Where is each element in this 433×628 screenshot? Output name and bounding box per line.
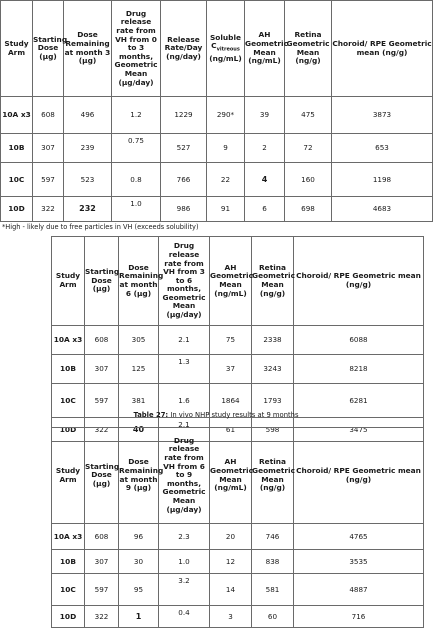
cell-arm: 10D [1, 197, 33, 222]
cell-release-rate-day: 1229 [161, 97, 207, 134]
table-row [52, 524, 424, 550]
cell-arm: 10B [52, 355, 85, 384]
header-release-rate-day: Release Rate/Day (ng/day) [161, 1, 207, 97]
table-row [52, 574, 424, 606]
cell-choroid: 716 [294, 606, 424, 628]
table-row [52, 606, 424, 628]
cell-soluble: 290* [207, 97, 245, 134]
cell-arm: 10A x3 [52, 524, 85, 550]
cell-dose: 307 [33, 134, 64, 163]
cell-choroid: 3535 [294, 550, 424, 574]
cell-choroid: 6088 [294, 326, 424, 355]
cell-choroid: 3873 [332, 97, 433, 134]
cell-remaining: 125 [119, 355, 159, 384]
cell-ah: 12 [210, 550, 252, 574]
cell-remaining: 30 [119, 550, 159, 574]
header-starting-dose: Starting Dose (µg) [33, 1, 64, 97]
cell-ah: 75 [210, 326, 252, 355]
cell-ah: 4 [245, 163, 285, 197]
cell-dose: 608 [33, 97, 64, 134]
header-study-arm: Study Arm [52, 428, 85, 524]
cell-release-rate-day: 766 [161, 163, 207, 197]
cell-remaining: 96 [119, 524, 159, 550]
table-row [1, 97, 433, 134]
table-caption [0, 411, 432, 419]
header-study-arm: Study Arm [52, 237, 85, 326]
header-choroid-geomean: Choroid/ RPE Geometric mean (ng/g) [294, 428, 424, 524]
cell-dose: 307 [85, 550, 119, 574]
cell-dose: 322 [85, 606, 119, 628]
cell-retina: 160 [285, 163, 332, 197]
cell-remaining: 496 [64, 97, 112, 134]
cell-retina: 3243 [252, 355, 294, 384]
cell-arm: 10C [52, 384, 85, 418]
cell-rate: 0.4 [159, 606, 210, 628]
header-dose-remaining: Dose Remaining at month 6 (µg) [119, 237, 159, 326]
cell-arm: 10A x3 [1, 97, 33, 134]
cell-remaining: 381 [119, 384, 159, 418]
cell-retina: 581 [252, 574, 294, 606]
cell-ah: 39 [245, 97, 285, 134]
cell-rate: 1.0 [112, 197, 161, 222]
header-retina-geomean: Retina Geometric Mean (ng/g) [252, 428, 294, 524]
cell-remaining: 95 [119, 574, 159, 606]
cell-remaining: 239 [64, 134, 112, 163]
cell-rate: 1.3 [159, 355, 210, 384]
cell-choroid: 1198 [332, 163, 433, 197]
cell-ah: 37 [210, 355, 252, 384]
caption-label: Table 27: [133, 411, 169, 419]
cell-rate: 0.8 [112, 163, 161, 197]
table-footnote: *High - likely due to free particles in VH (exceeds solubility) [2, 223, 199, 231]
cell-arm: 10D [52, 606, 85, 628]
header-starting-dose: Starting Dose (µg) [85, 237, 119, 326]
header-dose-remaining: Dose Remaining at month 3 (µg) [64, 1, 112, 97]
header-choroid-geomean: Choroid/ RPE Geometric mean (ng/g) [332, 1, 433, 97]
header-study-arm: Study Arm [1, 1, 33, 97]
cell-ah: 3 [210, 606, 252, 628]
cell-choroid: 653 [332, 134, 433, 163]
header-retina-geomean: Retina Geometric Mean (ng/g) [252, 237, 294, 326]
cell-remaining: 523 [64, 163, 112, 197]
header-release-rate-geomean: Drug release rate from VH from 6 to 9 months, Geometric Mean (µg/day) [159, 428, 210, 524]
cell-remaining: 232 [64, 197, 112, 222]
cell-release-rate-day: 986 [161, 197, 207, 222]
cell-dose: 608 [85, 524, 119, 550]
cell-remaining: 1 [119, 606, 159, 628]
cell-soluble: 9 [207, 134, 245, 163]
header-soluble-vitreous [207, 1, 245, 97]
table-row [1, 163, 433, 197]
header-dose-remaining: Dose Remaining at month 9 (µg) [119, 428, 159, 524]
cell-dose: 597 [85, 574, 119, 606]
soluble-prefix: Soluble C [209, 32, 242, 51]
header-release-rate-geomean: Drug release rate from VH from 3 to 6 months, Geometric Mean (µg/day) [159, 237, 210, 326]
cell-choroid: 3475 [294, 418, 424, 442]
table-row [52, 355, 424, 384]
cell-release-rate-day: 527 [161, 134, 207, 163]
header-retina-geomean: Retina Geometric Mean (ng/g) [285, 1, 332, 97]
cell-ah: 6 [245, 197, 285, 222]
soluble-unit: (ng/mL) [209, 53, 242, 63]
cell-rate: 1.2 [112, 97, 161, 134]
cell-ah: 1864 [210, 384, 252, 418]
soluble-subscript: vitreous [216, 46, 240, 53]
cell-dose: 307 [85, 355, 119, 384]
header-choroid-geomean: Choroid/ RPE Geometric mean (ng/g) [294, 237, 424, 326]
table-row [1, 197, 433, 222]
cell-choroid: 4683 [332, 197, 433, 222]
cell-arm: 10B [52, 550, 85, 574]
header-release-rate-geomean: Drug release rate from VH from 0 to 3 months, Geometric Mean (µg/day) [112, 1, 161, 97]
cell-rate: 1.0 [159, 550, 210, 574]
cell-choroid: 4765 [294, 524, 424, 550]
cell-arm: 10C [1, 163, 33, 197]
cell-arm: 10D [52, 418, 85, 442]
caption-text: In vivo NHP study results at 9 months [170, 411, 299, 419]
cell-arm: 10A x3 [52, 326, 85, 355]
table-row [52, 550, 424, 574]
header-ah-geomean: AH Geometric Mean (ng/mL) [245, 1, 285, 97]
cell-retina: 2338 [252, 326, 294, 355]
cell-dose: 608 [85, 326, 119, 355]
cell-retina: 72 [285, 134, 332, 163]
table-row [52, 326, 424, 355]
cell-rate: 2.1 [159, 418, 210, 442]
cell-rate: 2.1 [159, 326, 210, 355]
cell-arm: 10B [1, 134, 33, 163]
cell-choroid: 4887 [294, 574, 424, 606]
cell-dose: 322 [85, 418, 119, 442]
cell-choroid: 8218 [294, 355, 424, 384]
cell-choroid: 6281 [294, 384, 424, 418]
header-starting-dose: Starting Dose (µg) [85, 428, 119, 524]
cell-retina: 746 [252, 524, 294, 550]
results-table-3-months [0, 0, 433, 222]
header-ah-geomean: AH Geometric Mean (ng/mL) [210, 237, 252, 326]
cell-ah: 2 [245, 134, 285, 163]
cell-ah: 20 [210, 524, 252, 550]
cell-remaining: 305 [119, 326, 159, 355]
cell-retina: 698 [285, 197, 332, 222]
cell-soluble: 91 [207, 197, 245, 222]
header-ah-geomean: AH Geometric Mean (ng/mL) [210, 428, 252, 524]
cell-retina: 1793 [252, 384, 294, 418]
cell-rate: 0.75 [112, 134, 161, 163]
cell-soluble: 22 [207, 163, 245, 197]
cell-rate: 1.6 [159, 384, 210, 418]
results-table-9-months [51, 427, 424, 628]
cell-dose: 597 [33, 163, 64, 197]
cell-remaining: 40 [119, 418, 159, 442]
cell-ah: 61 [210, 418, 252, 442]
cell-retina: 60 [252, 606, 294, 628]
cell-dose: 322 [33, 197, 64, 222]
cell-rate: 3.2 [159, 574, 210, 606]
cell-rate: 2.3 [159, 524, 210, 550]
cell-retina: 838 [252, 550, 294, 574]
cell-retina: 598 [252, 418, 294, 442]
cell-retina: 475 [285, 97, 332, 134]
cell-ah: 14 [210, 574, 252, 606]
table-row [1, 134, 433, 163]
cell-arm: 10C [52, 574, 85, 606]
cell-dose: 597 [85, 384, 119, 418]
